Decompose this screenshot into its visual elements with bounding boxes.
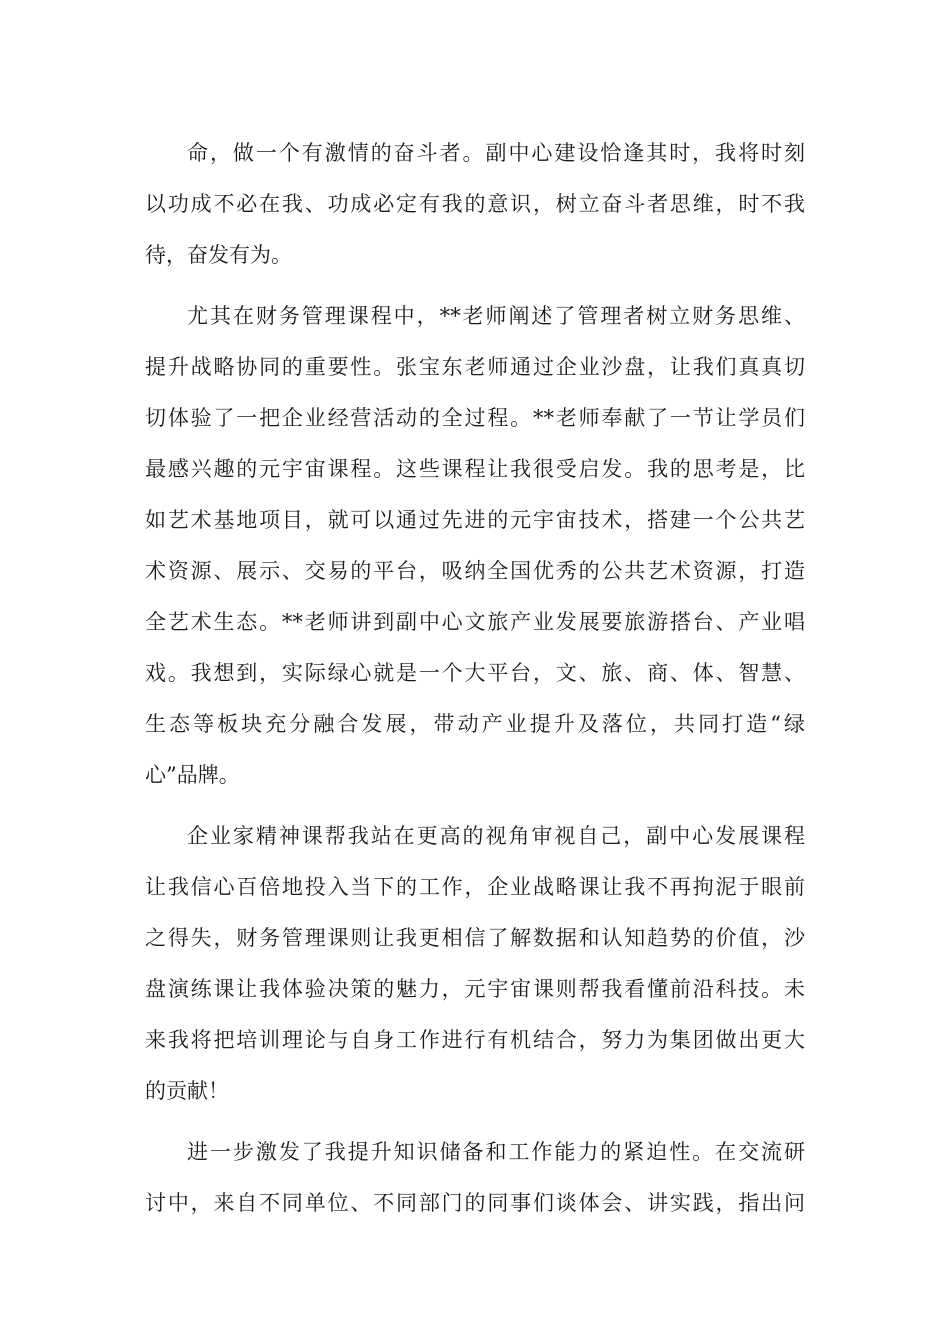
text-line: 之得失，财务管理课则让我更相信了解数据和认知趋势的价值，沙 [145,926,805,950]
text-line: 提升战略协同的重要性。张宝东老师通过企业沙盘，让我们真真切 [145,355,805,379]
text-line: 以功成不必在我、功成必定有我的意识，树立奋斗者思维，时不我 [145,192,805,216]
text-line: 让我信心百倍地投入当下的工作，企业战略课让我不再拘泥于眼前 [145,875,805,899]
document-body [145,128,805,1229]
text-line: 尤其在财务管理课程中，**老师阐述了管理者树立财务思维、 [187,304,805,328]
text-line: 如艺术基地项目，就可以通过先进的元宇宙技术，搭建一个公共艺 [145,508,805,532]
text-line: 切体验了一把企业经营活动的全过程。**老师奉献了一节让学员们 [145,406,805,430]
text-line: 待，奋发有为。 [145,243,292,267]
text-line: 企业家精神课帮我站在更高的视角审视自己，副中心发展课程 [187,824,805,848]
text-line: 讨中，来自不同单位、不同部门的同事们谈体会、讲实践，指出问 [145,1191,805,1215]
text-line: 盘演练课让我体验决策的魅力，元宇宙课则帮我看懂前沿科技。未 [145,977,805,1001]
text-line: 全艺术生态。**老师讲到副中心文旅产业发展要旅游搭台、产业唱 [145,610,805,634]
text-line: 来我将把培训理论与自身工作进行有机结合，努力为集团做出更大 [145,1028,805,1052]
text-line: 命，做一个有激情的奋斗者。副中心建设恰逢其时，我将时刻 [187,141,805,165]
paragraph-2 [145,291,805,801]
paragraph-4 [145,1127,805,1229]
text-line: 最感兴趣的元宇宙课程。这些课程让我很受启发。我的思考是，比 [145,457,805,481]
paragraph-3 [145,811,805,1117]
text-line: 术资源、展示、交易的平台，吸纳全国优秀的公共艺术资源，打造 [145,559,805,583]
text-line: 戏。我想到，实际绿心就是一个大平台，文、旅、商、体、智慧、 [145,661,805,685]
paragraph-1 [145,128,805,281]
text-line: 心”品牌。 [145,763,240,787]
text-line: 进一步激发了我提升知识储备和工作能力的紧迫性。在交流研 [187,1140,805,1164]
text-line: 的贡献！ [145,1079,229,1103]
text-line: 生态等板块充分融合发展，带动产业提升及落位，共同打造“绿 [145,712,805,736]
